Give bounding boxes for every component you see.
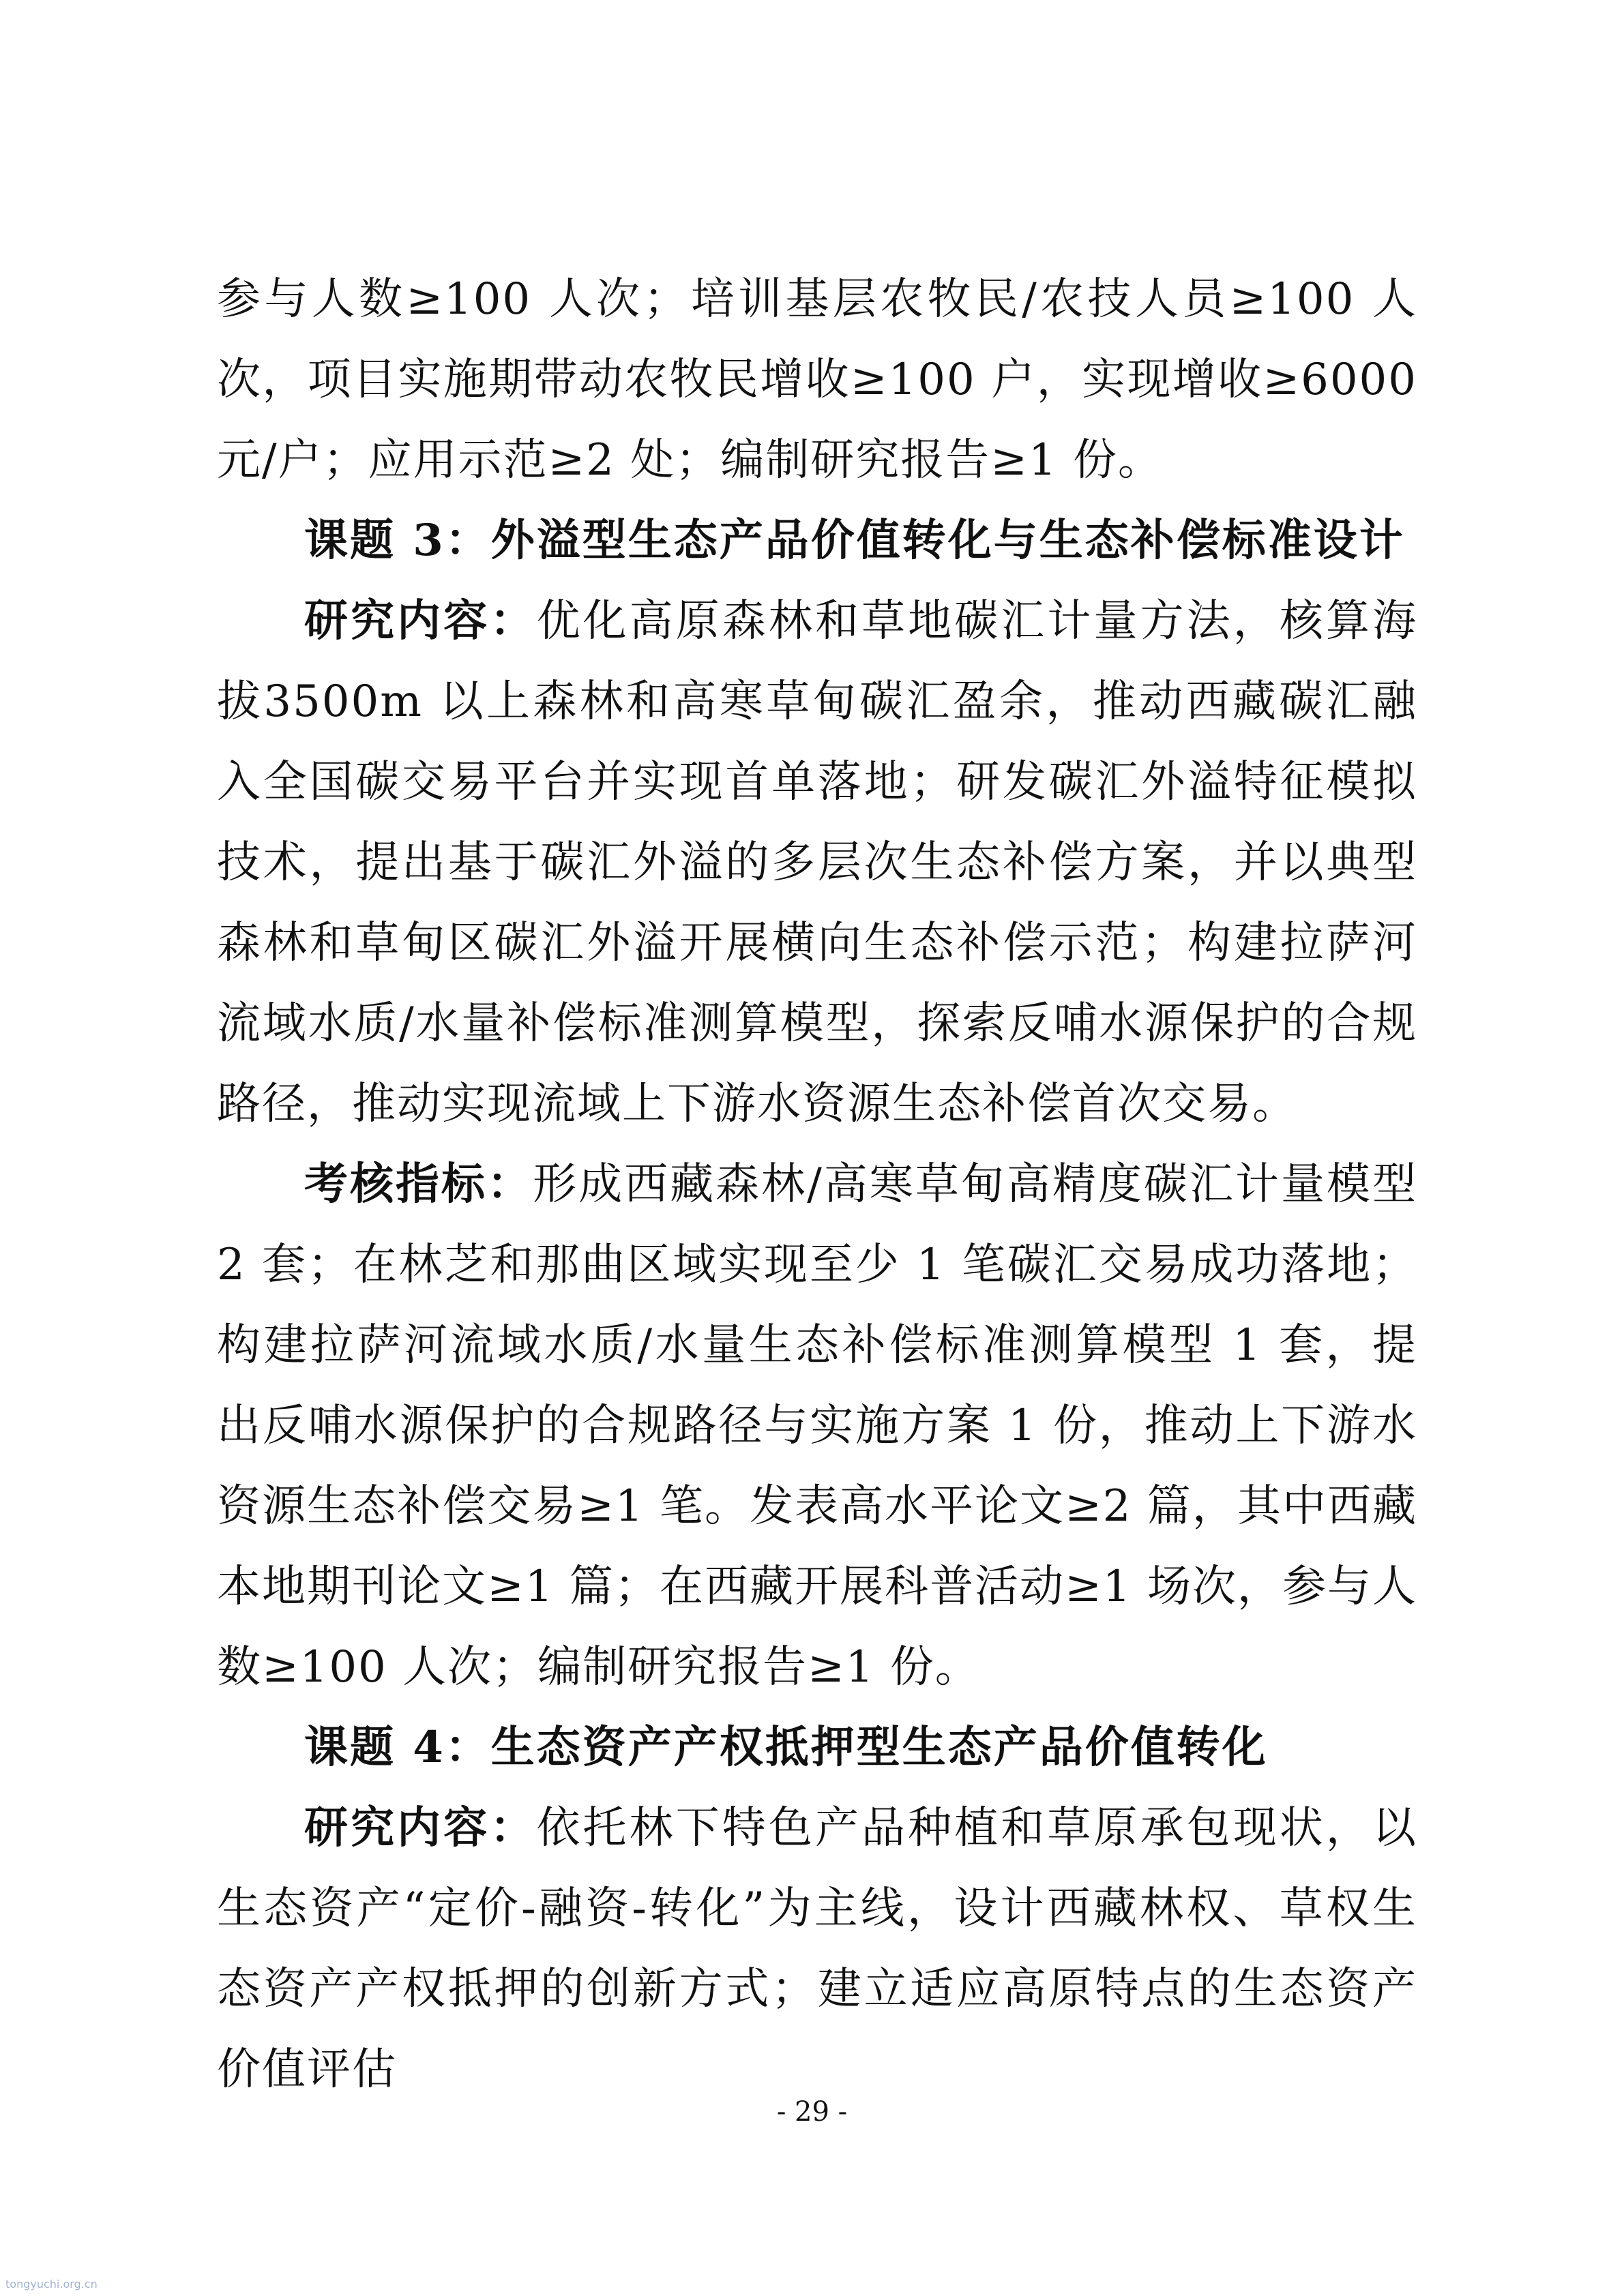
research-content-text: 优化高原森林和草地碳汇计量方法，核算海拔3500m 以上森林和高寒草甸碳汇盈余，推动西藏碳汇融入全国碳交易平台并实现首单落地；研发碳汇外溢特征模拟技术，提出基于碳汇外溢的多层次生态补偿方案，并以典型森林和草甸区碳汇外溢开展横向生态补偿示范；构建拉萨河流域水质/水量补偿标准测算模型，探索反哺水源保护的合规路径，推动实现流域上下游水资源生态补偿首次交易。 xyxy=(217,596,1418,1129)
paragraph-continuation: 参与人数≥100 人次；培训基层农牧民/农技人员≥100 人次，项目实施期带动农牧民增收≥100 户，实现增收≥6000 元/户；应用示范≥2 处；编制研究报告≥1 份。 xyxy=(217,274,1417,486)
topic-3-assessment-indicators xyxy=(217,1144,1417,1708)
document-body xyxy=(217,259,1417,2110)
assessment-indicator-text: 形成西藏森林/高寒草甸高精度碳汇计量模型 2 套；在林芝和那曲区域实现至少 1 笔碳汇交易成功落地；构建拉萨河流域水质/水量生态补偿标准测算模型 1 套，提出反哺水源保护的合规路径与实施方案 1 份，推动上下游水资源生态补偿交易≥1 笔。发表高水平论文≥2 篇，其中西藏本地期刊论文≥1 篇；在西藏开展科普活动≥1 场次，参与人数≥100 人次；编制研究报告≥1 份。 xyxy=(217,1159,1418,1693)
research-content-text: 依托林下特色产品种植和草原承包现状，以生态资产“定价-融资-转化”为主线，设计西藏林权、草权生态资产产权抵押的创新方式；建立适应高原特点的生态资产价值评估 xyxy=(217,1803,1418,2095)
source-watermark: tongyuchi.org.cn xyxy=(5,2278,98,2291)
topic-3-research-content xyxy=(217,581,1417,1144)
topic-3-heading: 课题 3：外溢型生态产品价值转化与生态补偿标准设计 xyxy=(304,515,1405,566)
research-content-label: 研究内容： xyxy=(304,1802,537,1853)
topic-4-heading: 课题 4：生态资产产权抵押型生态产品价值转化 xyxy=(304,1722,1268,1773)
topic-4-research-content xyxy=(217,1788,1417,2110)
research-content-label: 研究内容： xyxy=(304,595,537,646)
assessment-indicator-label: 考核指标： xyxy=(304,1159,533,1210)
page-number: - 29 - xyxy=(776,2096,848,2128)
